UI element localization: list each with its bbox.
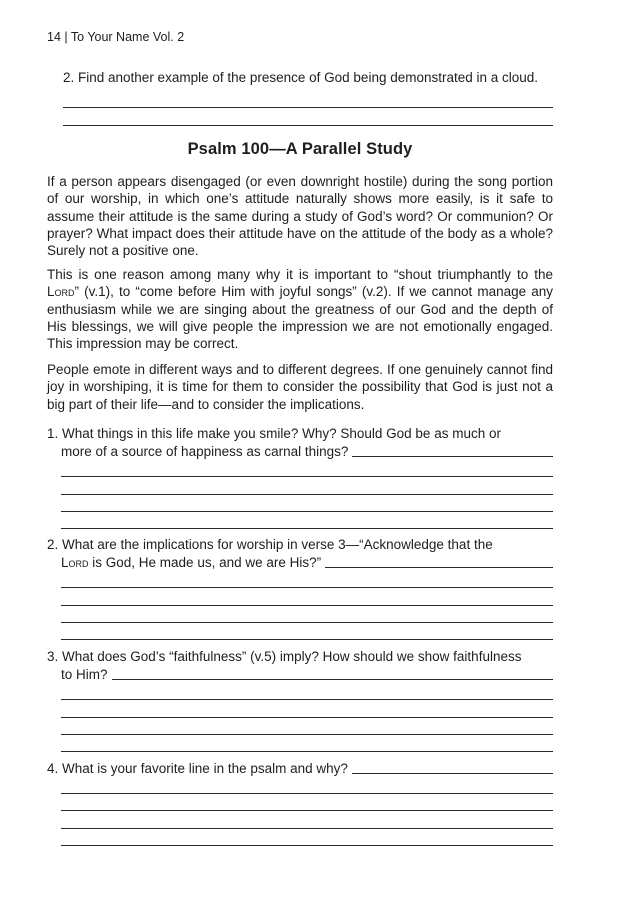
- previous-question-text: 2. Find another example of the presence of God being demonstrated in a cloud.: [63, 70, 539, 85]
- question-4-answer-lines: [61, 777, 553, 846]
- previous-question-answer-lines: [63, 91, 553, 126]
- answer-line[interactable]: [61, 735, 553, 752]
- answer-line[interactable]: [61, 477, 553, 494]
- question-4-line-1: [47, 759, 553, 777]
- section-heading: Psalm 100—A Parallel Study: [187, 140, 413, 158]
- answer-line[interactable]: [61, 512, 553, 529]
- answer-line[interactable]: [61, 623, 553, 640]
- question-4: [47, 759, 553, 846]
- answer-line[interactable]: [61, 794, 553, 811]
- answer-line[interactable]: [61, 811, 553, 828]
- answer-line[interactable]: [61, 588, 553, 605]
- question-1: [47, 425, 553, 529]
- answer-line[interactable]: [63, 91, 553, 108]
- lord-smallcaps: Lord: [47, 284, 75, 300]
- question-2-line-1: 2. What are the implications for worship in verse 3—“Acknowledge that the: [47, 537, 493, 552]
- question-2-answer-lines: [61, 571, 553, 640]
- answer-line[interactable]: [61, 571, 553, 588]
- question-2: [47, 536, 553, 640]
- question-3: [47, 648, 553, 752]
- answer-line[interactable]: [61, 777, 553, 794]
- question-4-line-1-text: 4. What is your favorite line in the psalm and why?: [47, 760, 348, 776]
- paragraph-3: People emote in different ways and to different degrees. If one genuinely cannot find joy in worshiping, it is time for them to consider the possibility that God is just not a big part of their life—and to consider the implications.: [47, 362, 553, 412]
- question-3-line-1: 3. What does God’s “faithfulness” (v.5) imply? How should we show faithfulness: [47, 649, 522, 664]
- answer-line[interactable]: [61, 700, 553, 717]
- lord-smallcaps: Lord: [61, 555, 89, 570]
- answer-line[interactable]: [61, 718, 553, 735]
- answer-line[interactable]: [61, 606, 553, 623]
- question-2-line-2-text: [61, 554, 321, 571]
- paragraph-2-start: This is one reason among many why it is important to “shout triumphantly to the: [47, 267, 553, 282]
- question-1-answer-lines: [61, 460, 553, 529]
- question-1-line-2: [47, 442, 553, 460]
- answer-line[interactable]: [63, 108, 553, 125]
- paragraph-1: If a person appears disengaged (or even downright hostile) during the song portion of our worship, in which one’s attitude naturally shows more easily, is it safe to assume their attitude is the same during a study of God’s word? Or communion? Or prayer? What impact does their attitude have on the attitude of the body as a whole? Surely not a positive one.: [47, 174, 553, 259]
- running-head: 14 | To Your Name Vol. 2: [47, 30, 185, 44]
- answer-line[interactable]: [352, 759, 553, 774]
- question-2-line-2-rest: is God, He made us, and we are His?”: [88, 555, 322, 570]
- paragraph-2-end: ” (v.1), to “come before Him with joyful songs” (v.2). If we cannot manage any enthusiasm while we are singing about the greatness of our God and the depth of His blessings, we will give people the impression we are not emotionally engaged. This impression may be correct.: [47, 284, 553, 352]
- question-3-line-2: [47, 665, 553, 683]
- question-3-line-2-text: to Him?: [61, 667, 108, 682]
- answer-line[interactable]: [325, 553, 553, 568]
- question-3-answer-lines: [61, 683, 553, 752]
- answer-line[interactable]: [61, 829, 553, 846]
- question-1-line-1: 1. What things in this life make you smile? Why? Should God be as much or: [47, 426, 501, 441]
- answer-line[interactable]: [112, 665, 553, 680]
- answer-line[interactable]: [61, 460, 553, 477]
- paragraph-2: [47, 266, 553, 352]
- answer-line[interactable]: [61, 683, 553, 700]
- question-2-line-2: [47, 553, 553, 571]
- question-1-line-2-text: more of a source of happiness as carnal things?: [61, 444, 349, 459]
- answer-line[interactable]: [61, 495, 553, 512]
- answer-line[interactable]: [352, 442, 553, 457]
